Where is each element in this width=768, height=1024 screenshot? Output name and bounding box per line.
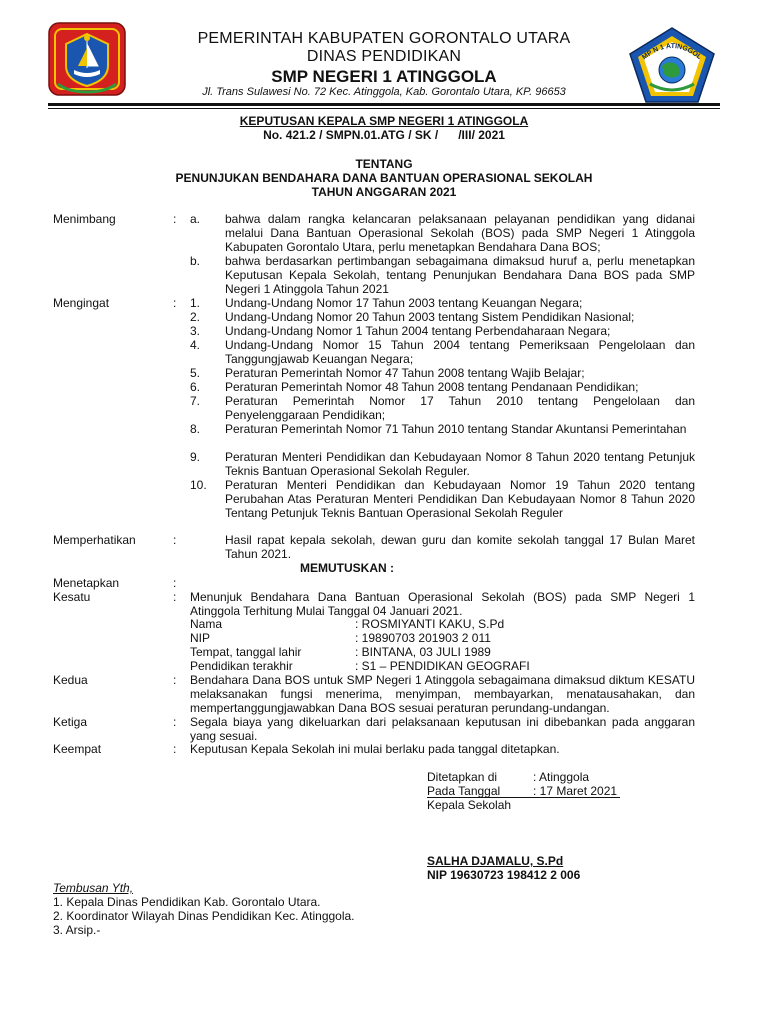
mengingat-item: Peraturan Pemerintah Nomor 17 Tahun 2010 tentang Pengelolaan dan Penyelenggaraan Pendidikan; — [225, 394, 695, 423]
header-government: PEMERINTAH KABUPATEN GORONTALO UTARA — [197, 30, 571, 47]
tembusan-item: 1. Kepala Dinas Pendidikan Kab. Gorontalo Utara. — [53, 895, 321, 909]
tembusan-item: 3. Arsip.- — [53, 923, 101, 937]
header-address: Jl. Trans Sulawesi No. 72 Kec. Atinggola, Kab. Gorontalo Utara, KP. 96653 — [202, 86, 566, 98]
colon: : — [173, 533, 177, 547]
colon: : — [173, 742, 177, 756]
menimbang-label: Menimbang — [53, 212, 116, 226]
colon: : — [173, 673, 177, 687]
mengingat-item: Undang-Undang Nomor 17 Tahun 2003 tentang Keuangan Negara; — [225, 296, 583, 310]
menimbang-mark-b: b. — [190, 254, 201, 268]
signature-role: Kepala Sekolah — [427, 798, 512, 812]
school-logo-text: MP N 1 ATINGGOL — [641, 42, 703, 62]
menimbang-mark-a: a. — [190, 212, 201, 226]
kesatu-label: Kesatu — [53, 590, 91, 604]
mengingat-item: Undang-Undang Nomor 1 Tahun 2004 tentang Perbendaharaan Negara; — [225, 324, 611, 338]
decree-about: TENTANG — [355, 157, 413, 171]
ketiga-label: Ketiga — [53, 715, 88, 729]
mengingat-item: Peraturan Pemerintah Nomor 47 Tahun 2008 tentang Wajib Belajar; — [225, 366, 585, 380]
menimbang-item-b: bahwa berdasarkan pertimbangan sebagaimana dimaksud huruf a, perlu menetapkan Keputusan Kepala Sekolah, tentang Penunjukan Bendahara Dana BOS pada SMP Negeri 1 Atinggola Tahun 2021 — [225, 254, 695, 297]
mengingat-mark: 9. — [190, 450, 201, 464]
signature-nip: NIP 19630723 198412 2 006 — [427, 868, 581, 882]
decree-title: KEPUTUSAN KEPALA SMP NEGERI 1 ATINGGOLA — [239, 114, 529, 128]
field-label-name: Nama — [190, 617, 223, 631]
colon: : — [173, 296, 177, 310]
menimbang-item-a: bahwa dalam rangka kelancaran pelaksanaan pelayanan pendidikan yang didanai melalui Dana Bantuan Operasional Sekolah (BOS) pada SMP Negeri 1 Atinggola Kabupaten Gorontalo Utara, perlu menetapkan Bendahara Dana BOS; — [225, 212, 695, 255]
menetapkan-label: Menetapkan — [53, 576, 120, 590]
field-value-birth: : BINTANA, 03 JULI 1989 — [355, 645, 491, 659]
colon: : — [173, 590, 177, 604]
mengingat-mark: 2. — [190, 310, 201, 324]
mengingat-mark: 7. — [190, 394, 201, 408]
colon: : — [173, 212, 177, 226]
memperhatikan-label: Memperhatikan — [53, 533, 136, 547]
signature-name: SALHA DJAMALU, S.Pd — [427, 854, 564, 868]
colon: : — [173, 715, 177, 729]
header-department: DINAS PENDIDIKAN — [306, 48, 462, 65]
signature-place-label: Ditetapkan di — [427, 770, 498, 784]
decree-subject: PENUNJUKAN BENDAHARA DANA BANTUAN OPERASIONAL SEKOLAH — [175, 171, 593, 185]
keempat-label: Keempat — [53, 742, 102, 756]
memutuskan-heading: MEMUTUSKAN : — [300, 561, 394, 575]
mengingat-mark: 1. — [190, 296, 201, 310]
header-rule-thick — [48, 103, 720, 106]
mengingat-item: Peraturan Menteri Pendidikan dan Kebudayaan Nomor 19 Tahun 2020 tentang Perubahan Atas Peraturan Menteri Pendidikan Dan Kebudayaan Nomor 8 Tahun 2020 Tentang Petunjuk Teknis Bantuan Operasional Sekolah Reguler — [225, 478, 695, 521]
signature-place-value: : Atinggola — [533, 770, 590, 784]
mengingat-mark: 10. — [190, 478, 207, 492]
mengingat-item: Peraturan Pemerintah Nomor 71 Tahun 2010 tentang Standar Akuntansi Pemerintahan — [225, 422, 687, 436]
mengingat-mark: 4. — [190, 338, 201, 352]
colon: : — [173, 576, 177, 590]
field-value-education: : S1 – PENDIDIKAN GEOGRAFI — [355, 659, 530, 673]
field-value-name: : ROSMIYANTI KAKU, S.Pd — [355, 617, 505, 631]
field-label-education: Pendidikan terakhir — [190, 659, 293, 673]
decree-year: TAHUN ANGGARAN 2021 — [311, 185, 457, 199]
mengingat-item: Undang-Undang Nomor 15 Tahun 2004 tentang Pemeriksaan Pengelolaan dan Tanggungjawab Keuangan Negara; — [225, 338, 695, 367]
signature-date-value: : 17 Maret 2021 — [533, 784, 618, 798]
mengingat-mark: 3. — [190, 324, 201, 338]
tembusan-item: 2. Koordinator Wilayah Dinas Pendidikan Kec. Atinggola. — [53, 909, 355, 923]
kedua-text: Bendahara Dana BOS untuk SMP Negeri 1 Atinggola sebagaimana dimaksud diktum KESATU melaksanakan fungsi menerima, menyimpan, membayarkan, menatausahakan, dan mempertanggungjawabkan Dana BOS sesuai peraturan perundang-undangan. — [190, 673, 695, 716]
mengingat-item: Peraturan Pemerintah Nomor 48 Tahun 2008 tentang Pendanaan Pendidikan; — [225, 380, 639, 394]
kesatu-text: Menunjuk Bendahara Dana Bantuan Operasional Sekolah (BOS) pada SMP Negeri 1 Atinggola Terhitung Mulai Tanggal 04 Januari 2021. — [190, 590, 695, 619]
mengingat-mark: 8. — [190, 422, 201, 436]
header-rule-thin — [48, 108, 720, 109]
field-label-nip: NIP — [190, 631, 211, 645]
field-label-birth: Tempat, tanggal lahir — [190, 645, 302, 659]
mengingat-mark: 5. — [190, 366, 201, 380]
kedua-label: Kedua — [53, 673, 88, 687]
mengingat-mark: 6. — [190, 380, 201, 394]
field-value-nip: : 19890703 201903 2 011 — [355, 631, 491, 645]
ketiga-text: Segala biaya yang dikeluarkan dari pelaksanaan keputusan ini dibebankan pada anggaran yang sesuai. — [190, 715, 695, 744]
mengingat-label: Mengingat — [53, 296, 110, 310]
keempat-text: Keputusan Kepala Sekolah ini mulai berlaku pada tanggal ditetapkan. — [190, 742, 560, 756]
memperhatikan-text: Hasil rapat kepala sekolah, dewan guru dan komite sekolah tanggal 17 Bulan Maret Tahun 2021. — [225, 533, 695, 562]
mengingat-item: Undang-Undang Nomor 20 Tahun 2003 tentang Sistem Pendidikan Nasional; — [225, 310, 635, 324]
decree-number: No. 421.2 / SMPN.01.ATG / SK / /III/ 2021 — [263, 128, 505, 142]
tembusan-title: Tembusan Yth, — [53, 881, 134, 895]
header-school-name: SMP NEGERI 1 ATINGGOLA — [271, 67, 497, 86]
mengingat-item: Peraturan Menteri Pendidikan dan Kebudayaan Nomor 8 Tahun 2020 tentang Petunjuk Teknis Bantuan Operasional Sekolah Reguler. — [225, 450, 695, 479]
signature-date-label: Pada Tanggal — [427, 784, 501, 798]
